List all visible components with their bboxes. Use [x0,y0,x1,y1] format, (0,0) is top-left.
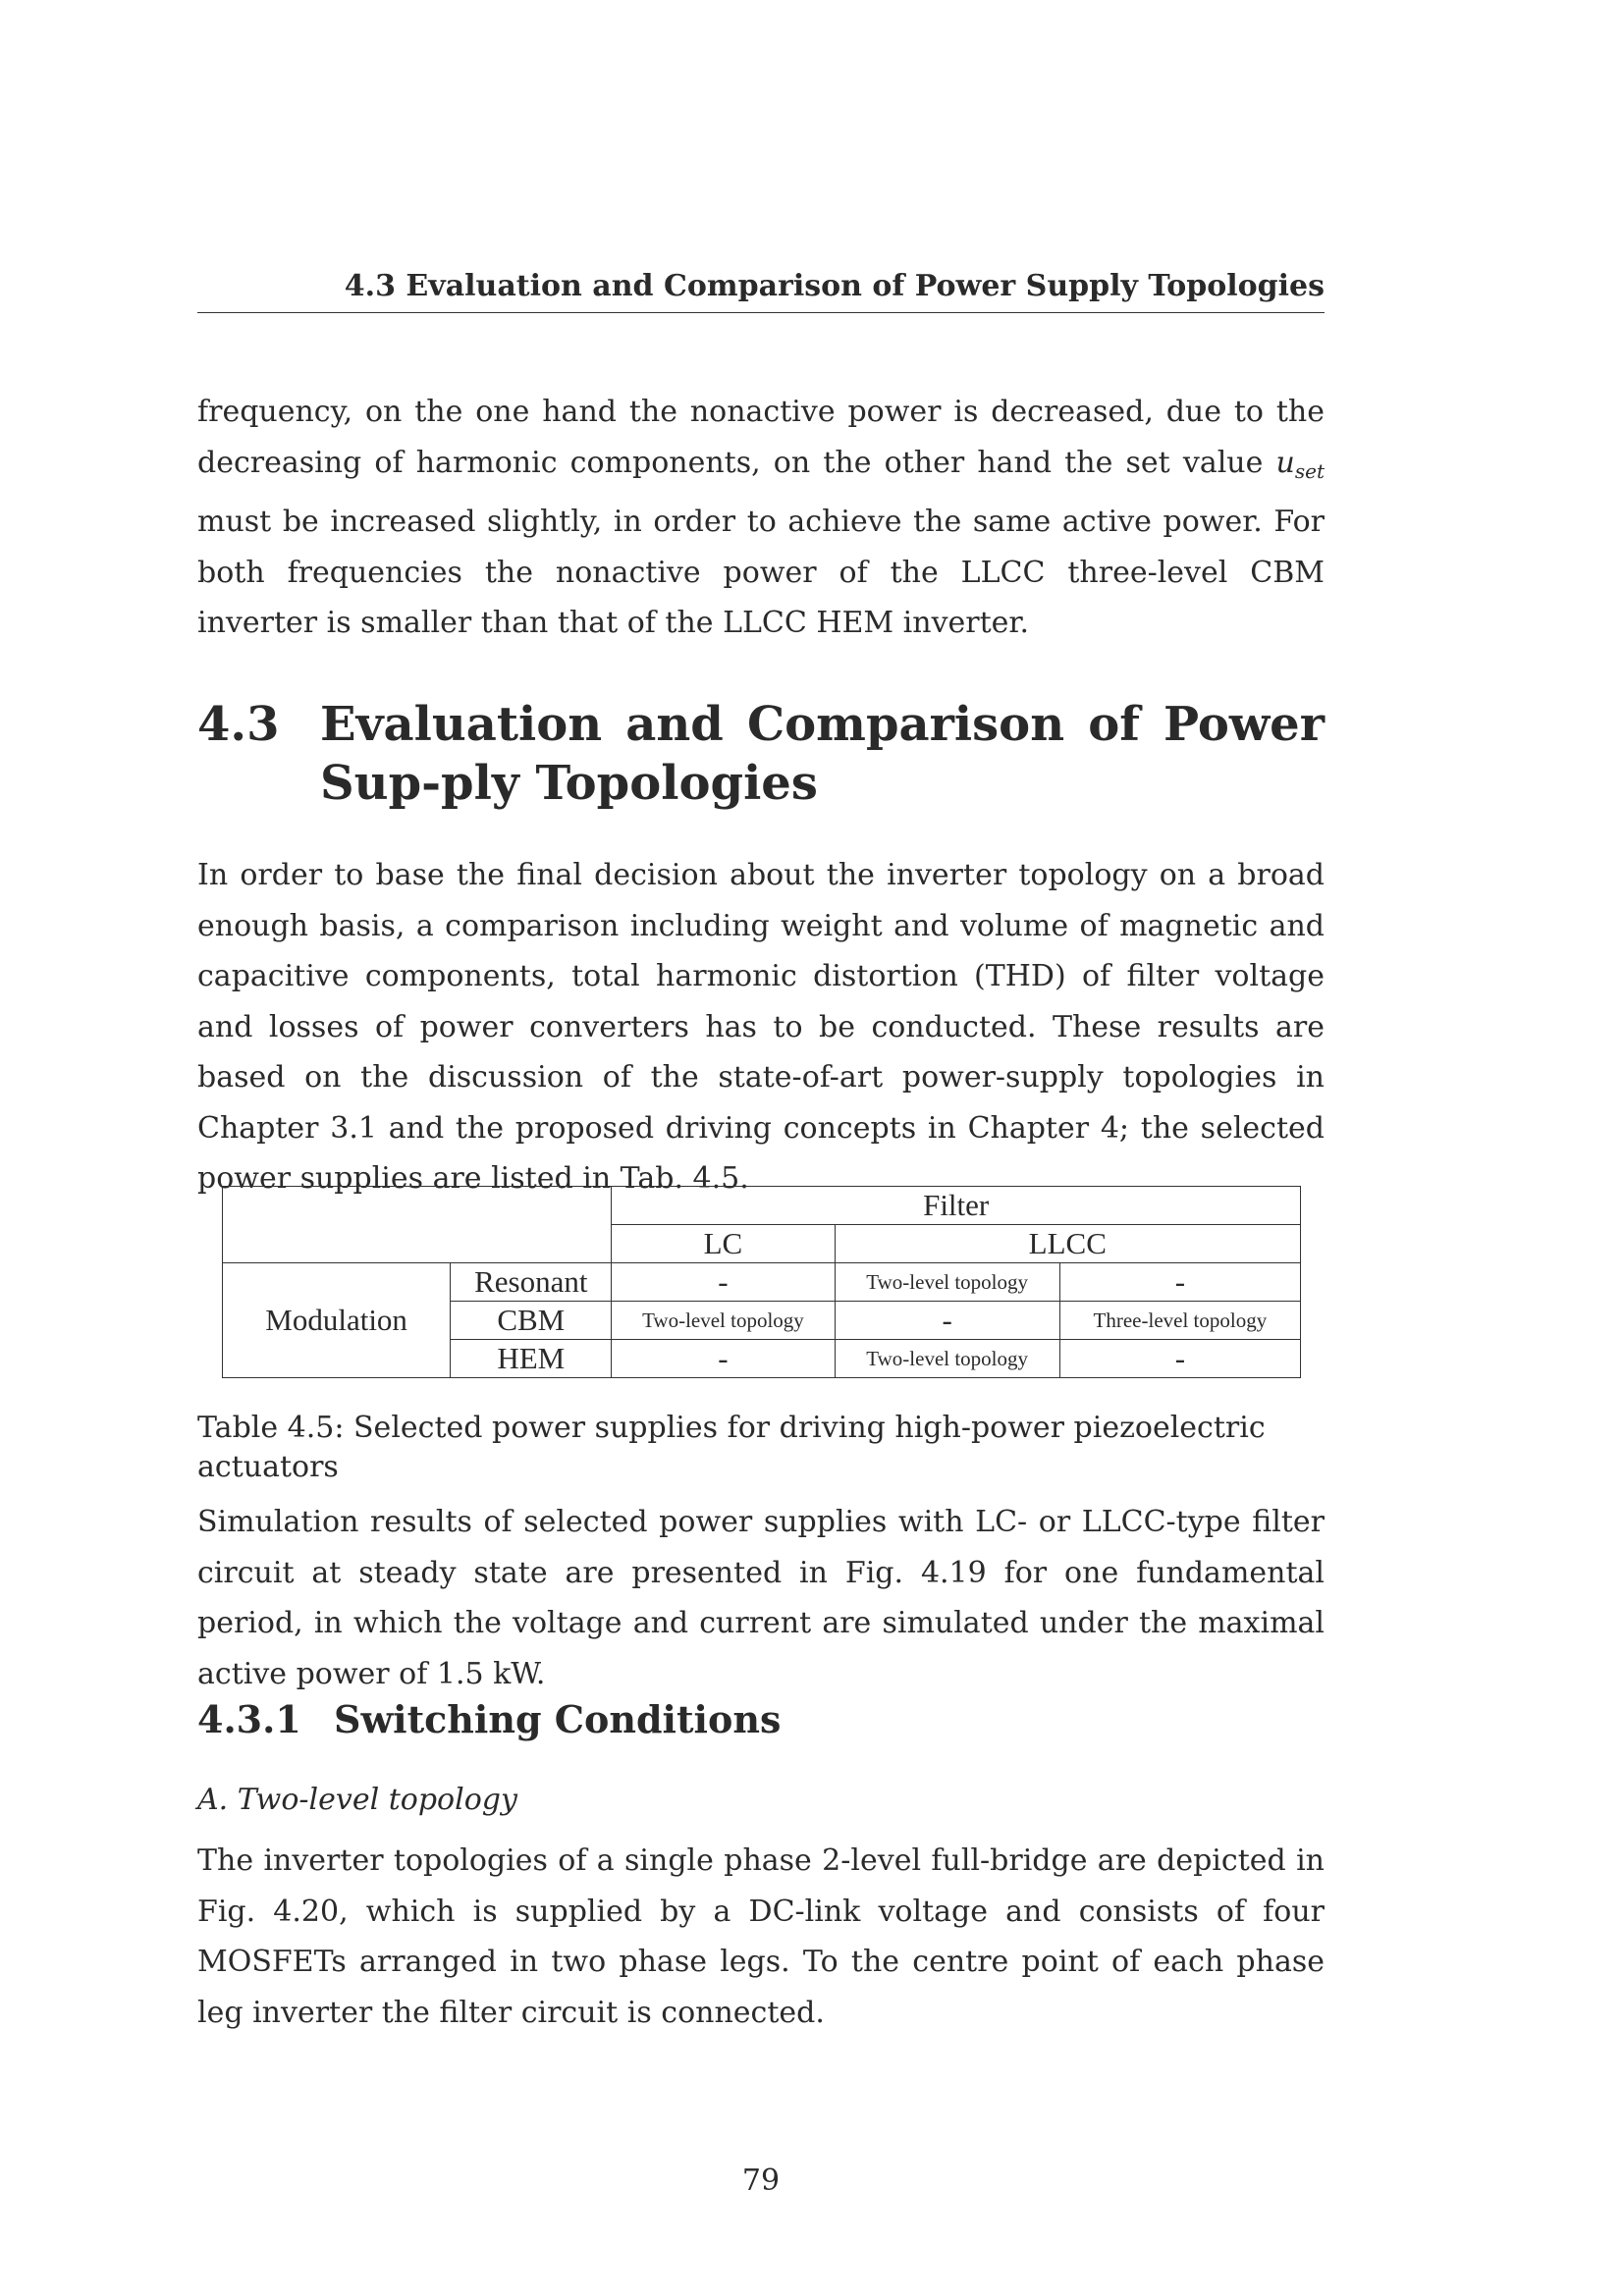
two-level-paragraph: The inverter topologies of a single phase 2-level full-bridge are depicted in Fig. 4.20, which is supplied by a DC-link voltage and consists of four MOSFETs arranged in two phase legs. To the centre point of each phase leg inverter the filter circuit is connected. [197,1843,1325,2030]
lc-header: LC [612,1225,835,1263]
row-label: HEM [451,1340,612,1378]
simulation-paragraph: Simulation results of selected power supplies with LC- or LLCC-type filter circuit at steady state are presented in Fig. 4.19 for one fundamental period, in which the voltage and current are simulated under the maximal active power of 1.5 kW. [197,1505,1325,1691]
table-cell: - [612,1263,835,1302]
table-header-row-filter [223,1187,1301,1225]
intro-text-after: must be increased slightly, in order to achieve the same active power. For both frequencies the nonactive power of the LLCC three-level CBM inverter is smaller than that of the LLCC HEM inverter. [197,505,1325,640]
subsection-heading [197,1695,781,1744]
intro-text-before: frequency, on the one hand the nonactive power is decreased, due to the decreasing of harmonic components, on the other hand the set value [197,395,1325,480]
table-cell: Three-level topology [1059,1302,1300,1340]
section-heading [197,695,1325,813]
section-title: Evaluation and Comparison of Power Sup-ply Topologies [320,697,1325,811]
table-cell: - [1059,1340,1300,1378]
table-cell: - [835,1302,1059,1340]
subsubsection-title: A. Two-level topology [197,1783,517,1817]
table-cell: Two-level topology [835,1340,1059,1378]
table-corner-cell [223,1187,612,1263]
page-number: 79 [741,2163,781,2198]
row-label: Resonant [451,1263,612,1302]
section-paragraph: In order to base the final decision about the inverter topology on a broad enough basis, a comparison including weight and volume of magnetic and capacitive components, total harmonic distortion (THD) of filter voltage and losses of power converters has to be conducted. These results are based on the discussion of the state-of-art power-supply topologies in Chapter 3.1 and the proposed driving concepts in Chapter 4; the selected power supplies are listed in Tab. 4.5. [197,858,1325,1196]
variable-subscript: set [1294,458,1325,483]
section-number: 4.3 [197,697,280,752]
table-cell: - [1059,1263,1300,1302]
table-caption: Table 4.5: Selected power supplies for driving high-power piezoelectric actuators [197,1411,1266,1484]
table-cell: Two-level topology [835,1263,1059,1302]
row-label: CBM [451,1302,612,1340]
intro-paragraph [197,387,1325,649]
subsection-number: 4.3.1 [197,1697,301,1741]
table-row [223,1263,1301,1302]
variable-u: u [1275,445,1295,480]
table-cell: Two-level topology [612,1302,835,1340]
power-supplies-table [222,1186,1301,1378]
subsection-title: Switching Conditions [334,1697,782,1741]
llcc-header: LLCC [835,1225,1300,1263]
filter-header: Filter [612,1187,1301,1225]
modulation-label: Modulation [223,1263,451,1378]
running-head: 4.3 Evaluation and Comparison of Power Supply Topologies [197,267,1325,313]
table-cell: - [612,1340,835,1378]
